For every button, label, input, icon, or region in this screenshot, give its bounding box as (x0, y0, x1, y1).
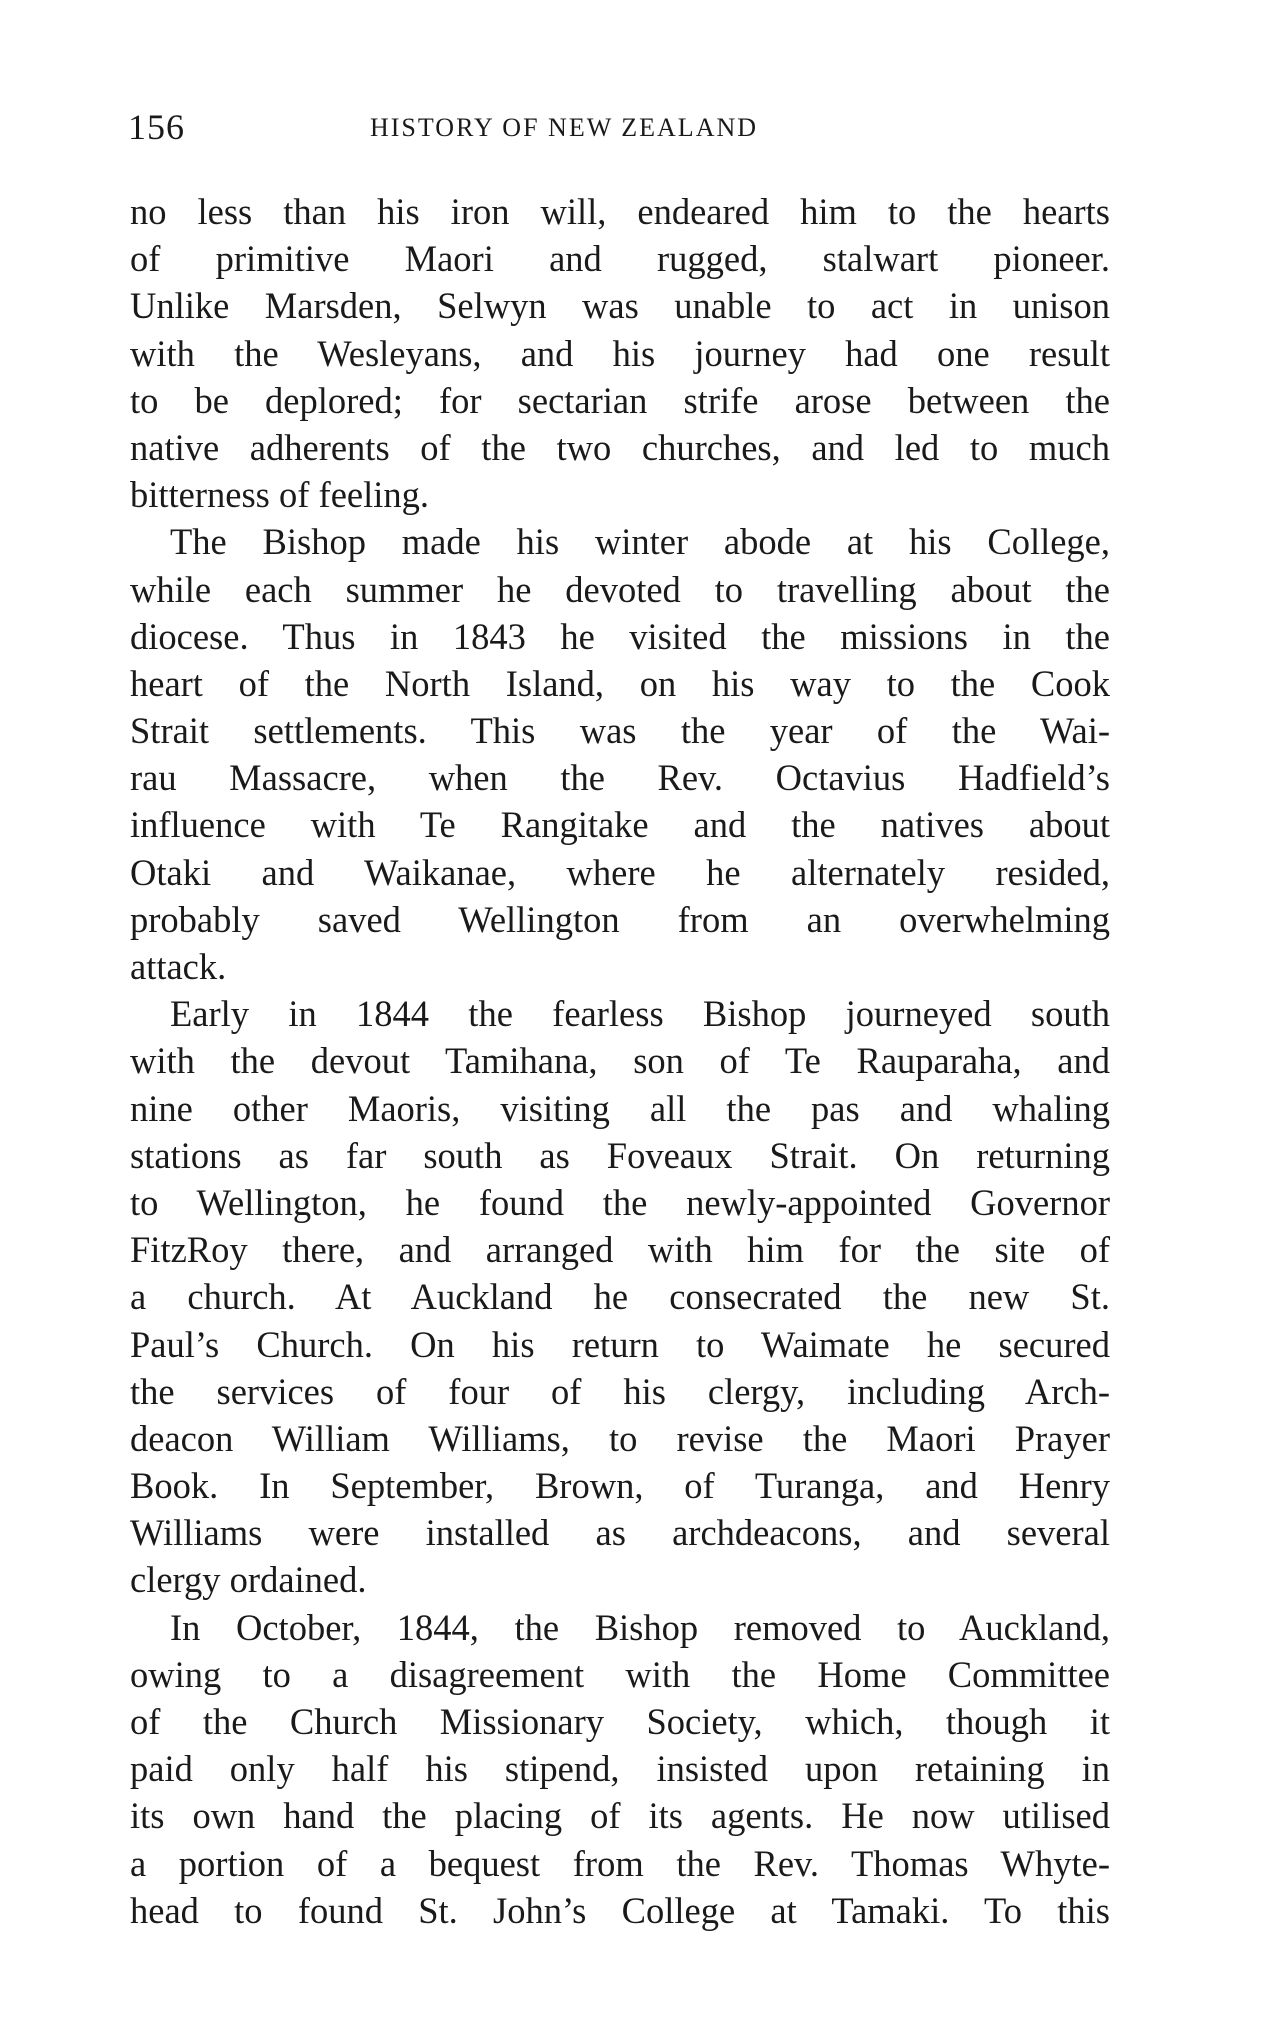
text-line: deacon William Williams, to revise the Maori Prayer (130, 1417, 1110, 1459)
running-title: HISTORY OF NEW ZEALAND (370, 113, 759, 142)
running-head (128, 102, 1108, 152)
text-line: of primitive Maori and rugged, stalwart pioneer. (130, 238, 1110, 280)
text-line: head to found St. John’s College at Tamaki. To this (130, 1889, 1110, 1931)
text-line: probably saved Wellington from an overwhelming (130, 898, 1110, 940)
text-line: attack. (130, 946, 227, 987)
text-line: to Wellington, he found the newly-appointed Governor (130, 1181, 1110, 1223)
text-line: FitzRoy there, and arranged with him for the site of (130, 1229, 1110, 1271)
text-line: while each summer he devoted to travelling about the (130, 568, 1110, 610)
text-line: diocese. Thus in 1843 he visited the missions in the (130, 615, 1110, 657)
text-line: a church. At Auckland he consecrated the new St. (130, 1276, 1110, 1318)
text-line: influence with Te Rangitake and the natives about (130, 804, 1110, 846)
text-line: with the devout Tamihana, son of Te Rauparaha, and (130, 1040, 1110, 1082)
paragraph-first-line: In October, 1844, the Bishop removed to Auckland, (170, 1606, 1110, 1648)
text-line: Otaki and Waikanae, where he alternately resided, (130, 851, 1110, 893)
text-line: nine other Maoris, visiting all the pas and whaling (130, 1087, 1110, 1129)
text-line: paid only half his stipend, insisted upon retaining in (130, 1748, 1110, 1790)
text-line: with the Wesleyans, and his journey had one result (130, 332, 1110, 374)
page-number: 156 (128, 107, 185, 147)
text-line: heart of the North Island, on his way to the Cook (130, 662, 1110, 704)
text-line: Williams were installed as archdeacons, and several (130, 1512, 1110, 1554)
text-line: of the Church Missionary Society, which, though it (130, 1701, 1110, 1742)
body-text (130, 188, 1110, 1934)
text-line: stations as far south as Foveaux Strait. On returning (130, 1134, 1110, 1176)
text-line: native adherents of the two churches, and led to much (130, 426, 1110, 468)
text-line: its own hand the placing of its agents. He now utilised (130, 1795, 1110, 1837)
text-line: Unlike Marsden, Selwyn was unable to act in unison (130, 285, 1110, 327)
text-line: Paul’s Church. On his return to Waimate he secured (130, 1323, 1110, 1365)
text-line: bitterness of feeling. (130, 474, 430, 516)
text-line: clergy ordained. (130, 1559, 367, 1601)
text-line: Book. In September, Brown, of Turanga, and Henry (130, 1465, 1110, 1507)
text-line: no less than his iron will, endeared him to the hearts (130, 191, 1110, 232)
paragraph-first-line: Early in 1844 the fearless Bishop journeyed south (170, 993, 1110, 1035)
text-line: Strait settlements. This was the year of the Wai- (130, 710, 1110, 752)
text-line: rau Massacre, when the Rev. Octavius Hadfield’s (130, 757, 1110, 799)
text-line: a portion of a bequest from the Rev. Thomas Whyte- (130, 1842, 1110, 1884)
text-line: the services of four of his clergy, including Arch- (130, 1370, 1110, 1412)
text-line: to be deplored; for sectarian strife arose between the (130, 379, 1110, 421)
paragraph-first-line: The Bishop made his winter abode at his College, (170, 521, 1110, 563)
text-line: owing to a disagreement with the Home Committee (130, 1653, 1110, 1695)
